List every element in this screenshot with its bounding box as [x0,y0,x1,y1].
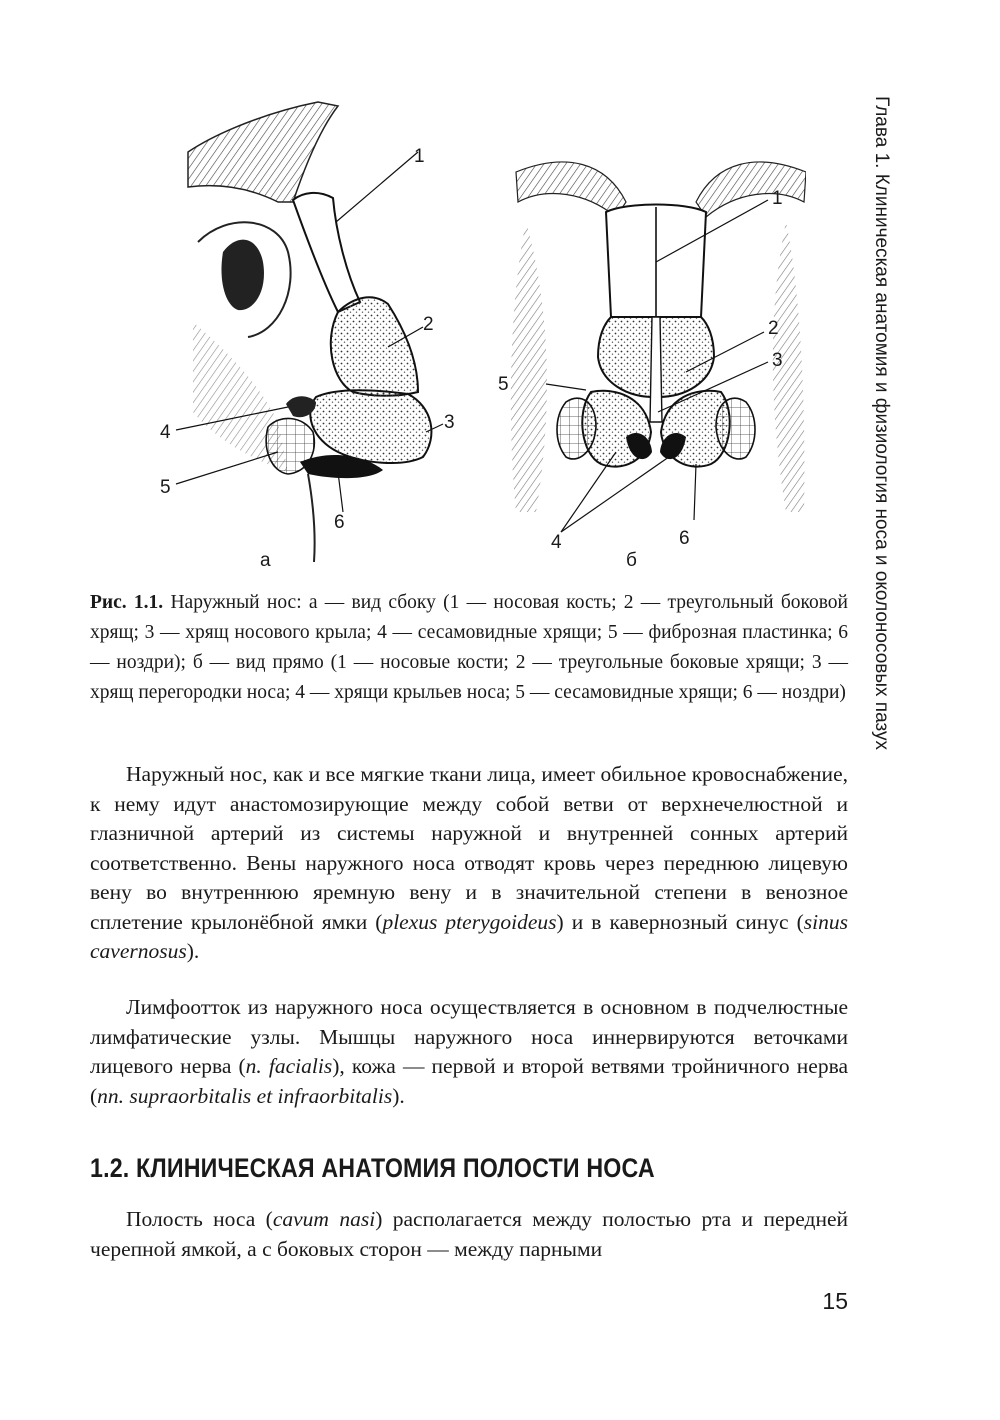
label-a-3: 3 [444,412,455,433]
latin-term: sinus cavernosus [90,909,848,963]
text-run: ) располагается между полостью рта и передней черепной ямкой, а с боковых сторон — между парными [90,1207,848,1261]
label-b-5: 5 [498,374,509,395]
caption-text: Наружный нос: а — вид сбоку (1 — носовая кость; 2 — треугольный боковой хрящ; 3 — хрящ носового крыла; 4 — сесамовидные хрящи; 5 — фиброзная пластинка; 6 — ноздри); б — вид прямо (1 — носовые кости; 2 — треугольные боковые хрящи; 3 — хрящ перегородки носа; 4 — хрящи крыльев носа; 5 — сесамовидные хрящи; 6 — ноздри) [90,592,848,703]
panel-label-a: а [260,550,271,571]
label-a-1: 1 [414,146,425,167]
figure-1-1 [88,92,848,582]
latin-term: nn. supraorbitalis et infraorbitalis [97,1083,393,1108]
latin-term: cavum nasi [272,1207,376,1231]
paragraph-lymph-innervation [90,993,848,1111]
section-heading: 1.2. КЛИНИЧЕСКАЯ АНАТОМИЯ ПОЛОСТИ НОСА [90,1153,655,1183]
paragraph-nasal-cavity [90,1205,848,1264]
text-run: ). [186,939,200,963]
text-run: Полость носа ( [126,1207,273,1231]
nose-frontal-illustration [506,92,806,562]
label-a-6: 6 [334,512,345,533]
label-b-3: 3 [772,350,783,371]
latin-term: plexus pterygoideus [382,909,557,934]
label-b-2: 2 [768,318,779,339]
caption-label: Рис. 1.1. [90,592,164,613]
label-a-2: 2 [423,314,434,335]
text-run: Наружный нос, как и все мягкие ткани лица, имеет обильное кровоснабжение, к нему идут анастомозирующие между собой ветви от верхнечелюстной и глазничной артерий из системы наружной и внутренней сонных артерий соответственно. Вены наружного носа отводят кровь через переднюю лицевую вену во внутреннюю яремную вену и в значительной степени в венозное сплетение крылонёбной ямки ( [90,762,848,934]
page-number: 15 [822,1288,848,1314]
label-b-4: 4 [551,532,562,553]
nose-lateral-illustration [88,92,468,562]
text-run: ), кожа — первой и второй ветвями тройничного нерва ( [90,1054,848,1108]
running-head: Глава 1. Клиническая анатомия и физиология носа и околоносовых пазух [871,96,892,750]
figure-caption [90,588,848,708]
text-run: ) и в кавернозный синус ( [556,909,804,934]
label-b-6: 6 [679,528,690,549]
paragraph-blood-supply [90,760,848,967]
text-run: ). [392,1083,405,1108]
label-a-5: 5 [160,477,171,498]
text-run: Лимфоотток из наружного носа осуществляется в основном в подчелюстные лимфатические узлы. Мышцы наружного носа иннервируются веточками лицевого нерва ( [90,995,848,1078]
latin-term: n. facialis [245,1054,333,1078]
label-b-1: 1 [772,188,783,209]
panel-label-b: б [626,550,637,571]
label-a-4: 4 [160,422,171,443]
